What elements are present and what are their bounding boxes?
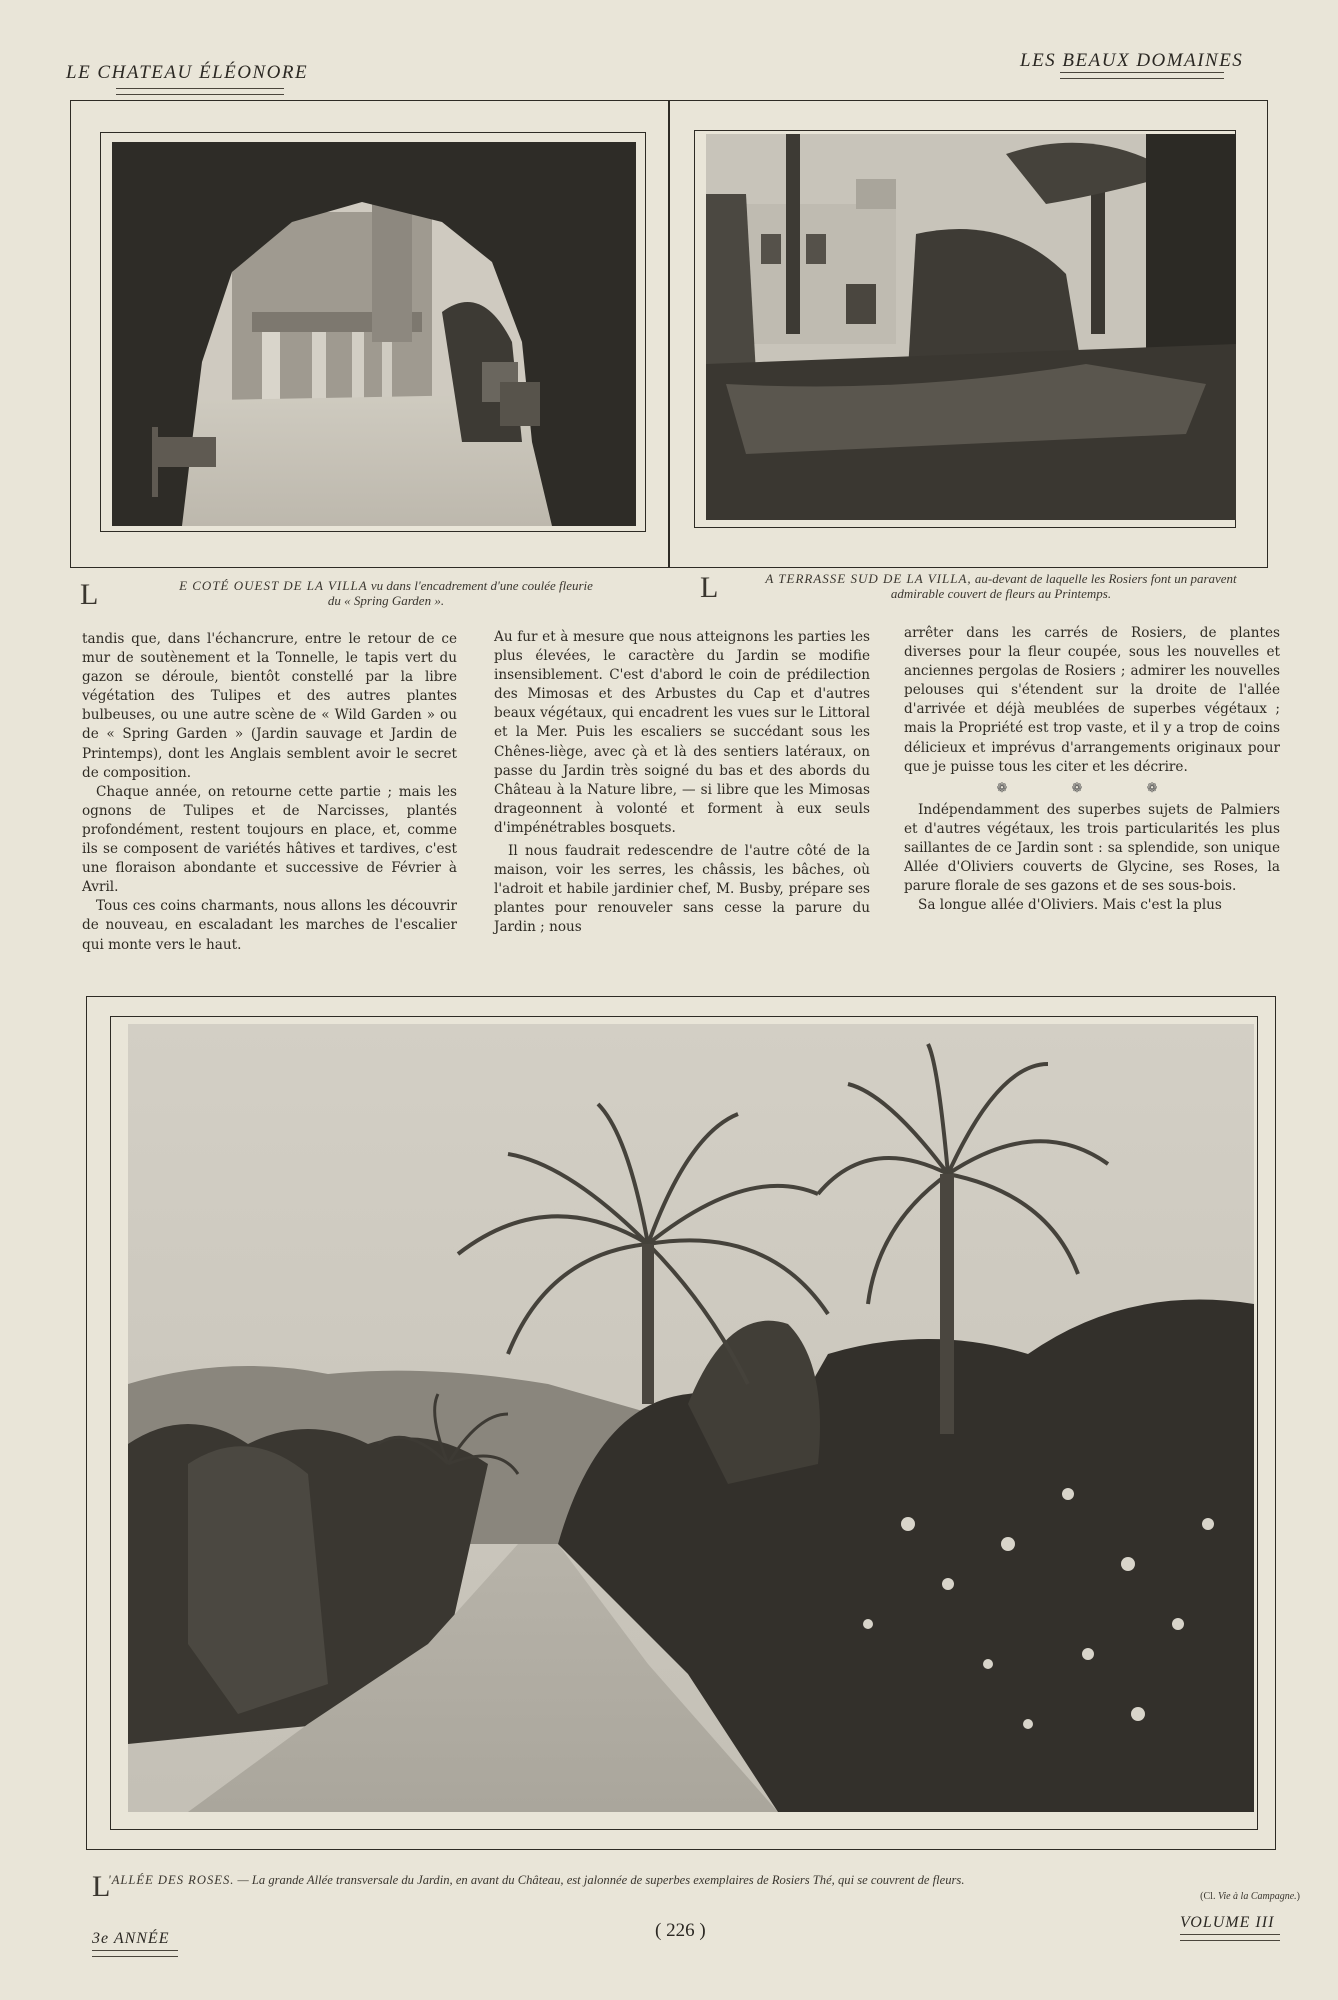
photo-credit (1100, 1889, 1300, 1904)
col3-para-3: Sa longue allée d'Oliviers. Mais c'est la plus (918, 897, 1222, 914)
caption-allee-caps: 'ALLÉE DES ROSES. (108, 1873, 235, 1887)
page-number: ( 226 ) (655, 1920, 706, 1941)
photo-allee-des-roses (128, 1024, 1254, 1812)
header-right-rule (1060, 72, 1224, 79)
photo-credit-prefix: (Cl. (1200, 1891, 1218, 1902)
top-photos-divider (668, 100, 670, 568)
col3-para-1: arrêter dans les carrés de Rosiers, de plantes diverses pour la fleur coupée, sous les nouvelles et anciennes pergolas de Rosiers ; admirer les nouvelles pelouses qui s'étendent sur la droite de l'allée d'arrivée et déjà meublées de superbes végétaux ; mais la Propriété est trop vaste, et il y a trop de coins délicieux et imprévus d'arrangements originaux pour que je puisse tous les citer et les décrire. (904, 625, 1280, 775)
caption-south-terrace (716, 571, 1286, 601)
caption-south-caps: A TERRASSE SUD DE LA VILLA, (765, 571, 972, 586)
caption-west-line1 (96, 578, 676, 593)
caption-west-villa (96, 578, 676, 608)
photo-credit-source: Vie à la Campagne. (1217, 1891, 1297, 1902)
text-column-2 (494, 628, 870, 938)
caption-west-line2: du « Spring Garden ». (327, 593, 445, 608)
col2-para-1: Au fur et à mesure que nous atteignons les parties les plus élevées, le caractère du Jardin se modifie insensiblement. C'est d'abord le coin de prédilection des Mimosas et des Arbustes du Cap et d'autres beaux végétaux, qui encadrent les vues sur le Littoral et la Mer. Puis les escaliers se succédant sous les Chênes-liège, avec çà et là des sentiers latéraux, on passe du Jardin très soigné du bas et des abords du Château à la Nature libre, — si libre que les Mimosas drageonnent à volonté et forment à eux seuls d'impénétrables bosquets. (494, 629, 870, 836)
caption-west-caps: E COTÉ OUEST DE LA VILLA (179, 578, 368, 593)
footer-left-rule (92, 1950, 178, 1957)
caption-south-line1 (716, 571, 1286, 586)
col1-para-1: tandis que, dans l'échancrure, entre le retour de ce mur de soutènement et la Tonnelle, le tapis vert du gazon se déroule, bientôt constellé par la libre végétation des Tulipes et des autres plantes bulbeuses, ou une autre scène de « Wild Garden » ou de « Spring Garden » (Jardin sauvage et Jardin de Printemps), dont les Anglais semblent avoir le secret de composition. (82, 631, 457, 781)
running-head-left: LE CHATEAU ÉLÉONORE (66, 62, 309, 83)
photo-south-terrace (706, 134, 1236, 520)
caption-west-initial: L (80, 578, 99, 611)
footer-year: 3e ANNÉE (92, 1930, 170, 1947)
text-column-3 (904, 624, 1280, 915)
col1-para-2: Chaque année, on retourne cette partie ; mais les ognons de Tulipes et de Narcisses, plantés profondément, restent toujours en place, et, comme ils se composent de variétés hâtives et tardives, c'est une floraison abondante et successive de Février à Avril. (82, 783, 457, 896)
col1-para-3: Tous ces coins charmants, nous allons les découvrir de nouveau, en escaladant les marches de l'escalier qui monte vers le haut. (82, 898, 457, 953)
caption-allee-rest: — La grande Allée transversale du Jardin, en avant du Château, est jalonnée de superbes exemplaires de Rosiers Thé, qui se couvrent de fleurs. (234, 1873, 965, 1887)
photo-west-side-villa (112, 142, 636, 526)
caption-south-initial: L (700, 571, 719, 604)
caption-allee-des-roses (108, 1873, 1308, 1888)
section-ornament: ❁ ❁ ❁ (996, 780, 1188, 796)
caption-south-line2: admirable couvert de fleurs au Printemps. (890, 586, 1112, 601)
caption-south-rest: au-devant de laquelle les Rosiers font un paravent (971, 571, 1237, 586)
caption-west-rest: vu dans l'encadrement d'une coulée fleurie (367, 578, 593, 593)
photo-credit-suffix: ) (1296, 1891, 1300, 1902)
header-left-rule (116, 88, 284, 95)
col2-para-2: Il nous faudrait redescendre de l'autre côté de la maison, voir les serres, les châssis, les bâches, où l'adroit et habile jardinier chef, M. Busby, prépare ses plantes pour renouveler sans cesse la parure du Jardin ; nous (494, 843, 870, 936)
footer-volume: VOLUME III (1180, 1914, 1275, 1931)
footer-right-rule (1180, 1934, 1280, 1941)
col3-para-2: Indépendamment des superbes sujets de Palmiers et d'autres végétaux, les trois particularités les plus saillantes de ce Jardin sont : sa splendide, son unique Allée d'Oliviers couverts de Glycine, ses Roses, la parure florale de ses gazons et de ses sous-bois. (904, 801, 1280, 895)
text-column-1 (82, 630, 457, 955)
running-head-right: LES BEAUX DOMAINES (1020, 50, 1244, 71)
caption-allee-initial: L (92, 1870, 111, 1903)
